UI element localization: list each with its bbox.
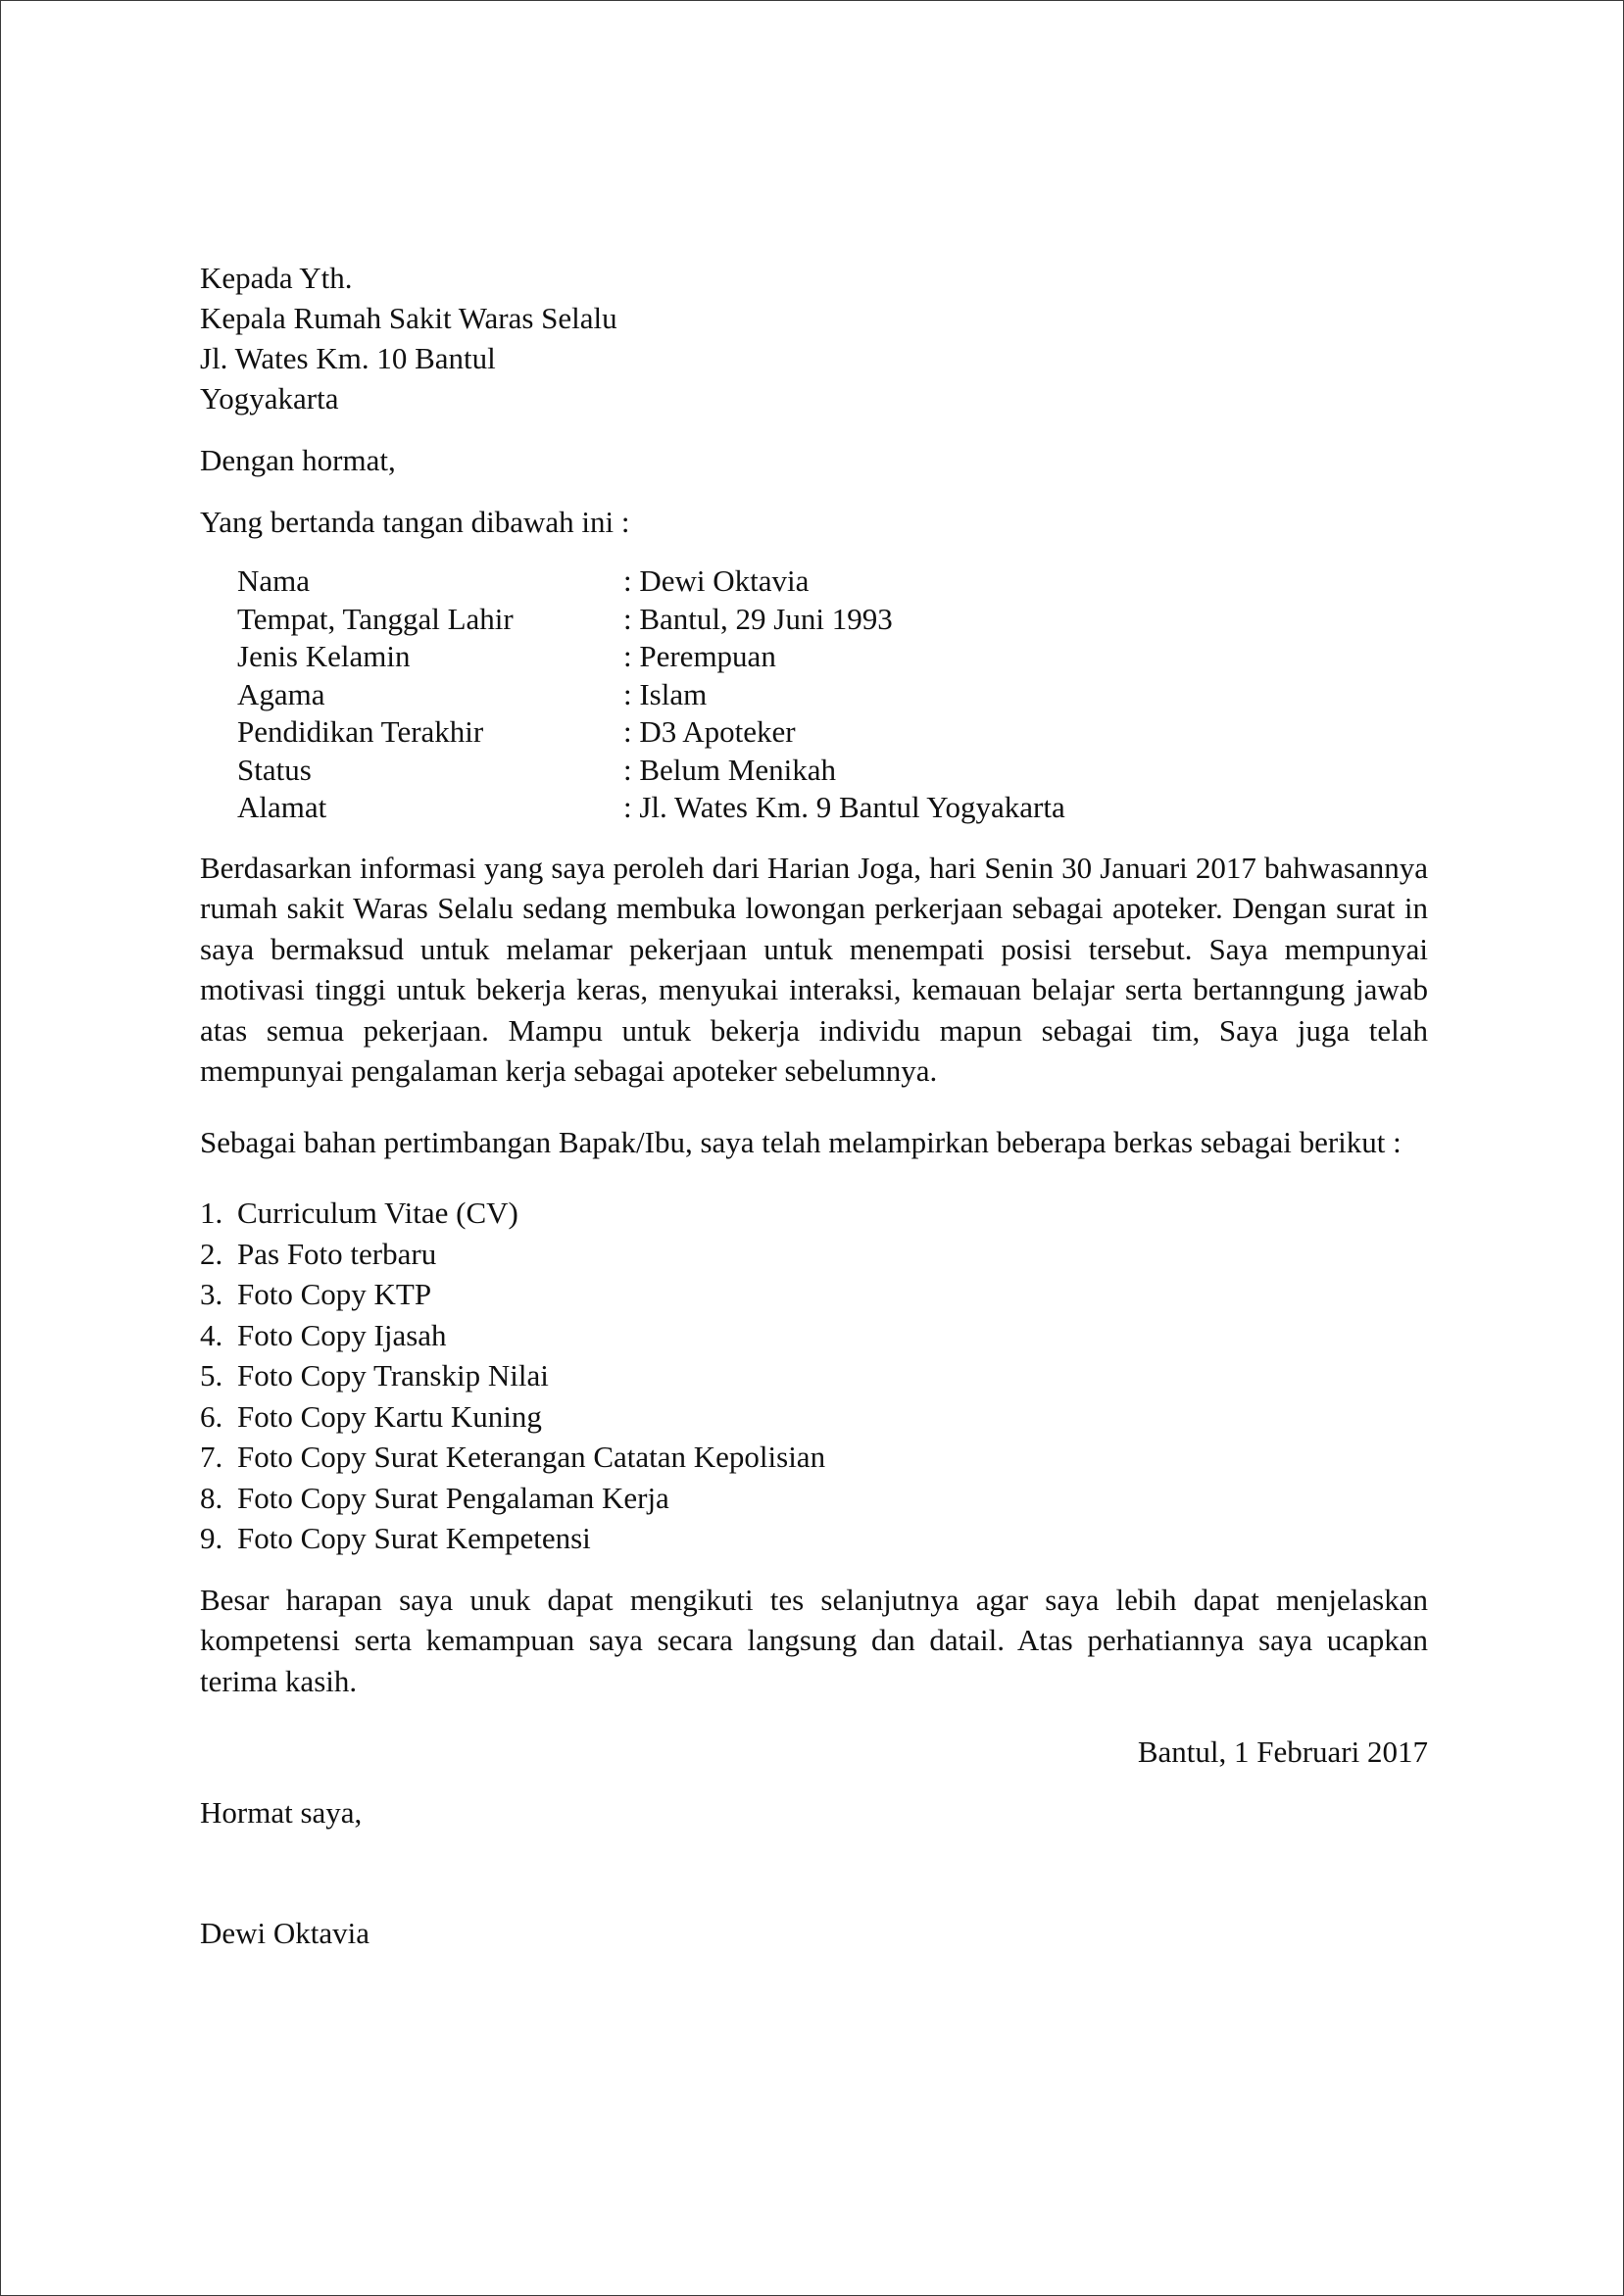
list-item-number: 1. (200, 1196, 223, 1230)
identity-label: Nama (237, 563, 311, 598)
recipient-line: Yogyakarta (200, 381, 339, 415)
recipient-line: Kepala Rumah Sakit Waras Selalu (200, 301, 617, 335)
identity-label: Agama (237, 676, 325, 711)
identity-value: : Jl. Wates Km. 9 Bantul Yogyakarta (623, 790, 1065, 824)
list-item-number: 8. (200, 1480, 223, 1515)
list-item-text: Foto Copy KTP (237, 1277, 432, 1311)
closing-salutation: Hormat saya, (200, 1795, 363, 1830)
identity-value: : Islam (623, 676, 708, 711)
intro-line: Yang bertanda tangan dibawah ini : (200, 505, 630, 539)
identity-table (237, 562, 1428, 827)
identity-row (237, 752, 1428, 790)
list-item-text: Foto Copy Surat Kempetensi (237, 1521, 591, 1555)
list-item (200, 1518, 1428, 1559)
identity-row (237, 676, 1428, 714)
place-date: Bantul, 1 Februari 2017 (1137, 1734, 1428, 1769)
list-item (200, 1478, 1428, 1519)
closing-paragraph: Besar harapan saya unuk dapat mengikuti tes selanjutnya agar saya lebih dapat menjelaskan kompetensi serta kemampuan saya secara langsung dan datail. Atas perhatiannya saya ucapkan terima kasih. (200, 1582, 1428, 1698)
identity-value: : D3 Apoteker (623, 714, 796, 749)
motivation-paragraph: Berdasarkan informasi yang saya peroleh dari Harian Joga, hari Senin 30 Januari 2017 bahwasannya rumah sakit Waras Selalu sedang membuka lowongan perkerjaan sebagai apoteker. Dengan surat in saya bermaksud untuk melamar pekerjaan untuk menempati posisi tersebut. Saya mempunyai motivasi tinggi untuk bekerja keras, menyukai interaksi, kemauan belajar serta bertanngung jawab atas semua pekerjaan. Mampu untuk bekerja individu mapun sebagai tim, Saya juga telah mempunyai pengalaman kerja sebagai apoteker sebelumnya. (200, 850, 1428, 1088)
identity-value: : Dewi Oktavia (623, 563, 810, 598)
list-item (200, 1193, 1428, 1234)
list-item-number: 6. (200, 1398, 223, 1434)
list-item-text: Foto Copy Transkip Nilai (237, 1358, 549, 1392)
identity-value: : Belum Menikah (623, 752, 836, 787)
list-item (200, 1355, 1428, 1396)
identity-label: Alamat (237, 790, 327, 824)
identity-label: Pendidikan Terakhir (237, 714, 484, 749)
list-item (200, 1396, 1428, 1438)
recipient-line: Kepada Yth. (200, 261, 353, 295)
identity-label: Jenis Kelamin (237, 639, 411, 673)
list-item-number: 7. (200, 1440, 223, 1474)
identity-value: : Bantul, 29 Juni 1993 (623, 601, 893, 636)
identity-label: Status (237, 752, 312, 787)
attachments-intro-paragraph: Sebagai bahan pertimbangan Bapak/Ibu, saya telah melampirkan beberapa berkas sebagai berikut : (200, 1124, 1402, 1159)
list-item-number: 3. (200, 1277, 223, 1311)
list-item-text: Foto Copy Ijasah (237, 1317, 447, 1352)
list-item (200, 1274, 1428, 1315)
recipient-line: Jl. Wates Km. 10 Bantul (200, 341, 496, 375)
list-item-number: 2. (200, 1236, 223, 1271)
identity-row (237, 638, 1428, 676)
identity-row (237, 562, 1428, 601)
list-item (200, 1315, 1428, 1356)
attachments-list (200, 1193, 1428, 1559)
identity-row (237, 789, 1428, 827)
list-item-number: 5. (200, 1358, 223, 1392)
list-item-text: Foto Copy Kartu Kuning (237, 1398, 542, 1434)
list-item-text: Curriculum Vitae (CV) (237, 1196, 518, 1230)
list-item-text: Foto Copy Surat Keterangan Catatan Kepolisian (237, 1440, 826, 1474)
salutation: Dengan hormat, (200, 443, 396, 477)
recipient-address (200, 258, 1428, 418)
identity-label: Tempat, Tanggal Lahir (237, 601, 514, 636)
list-item (200, 1234, 1428, 1275)
list-item-number: 4. (200, 1317, 223, 1352)
identity-row (237, 601, 1428, 639)
identity-value: : Perempuan (623, 639, 776, 673)
list-item-text: Foto Copy Surat Pengalaman Kerja (237, 1480, 669, 1515)
list-item-number: 9. (200, 1521, 223, 1555)
list-item-text: Pas Foto terbaru (237, 1236, 437, 1271)
identity-row (237, 713, 1428, 752)
list-item (200, 1437, 1428, 1478)
signer-name: Dewi Oktavia (200, 1916, 370, 1950)
letter-body (200, 258, 1428, 1953)
